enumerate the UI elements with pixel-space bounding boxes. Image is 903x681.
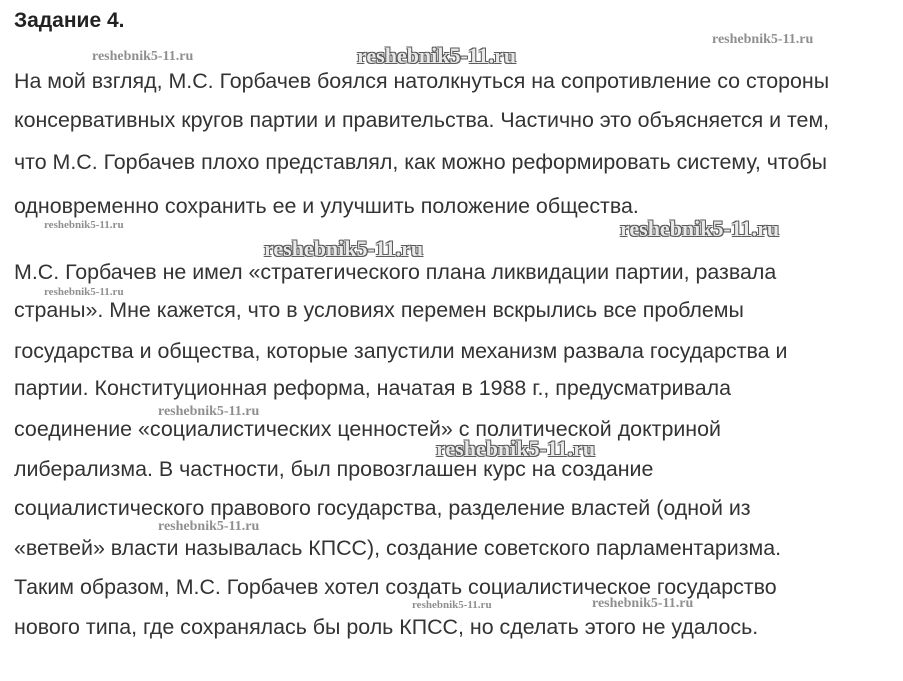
text-line: социалистического правового государства, разделение властей (одной из bbox=[14, 496, 751, 520]
text-line: страны». Мне кажется, что в условиях перемен вскрылись все проблемы bbox=[14, 298, 744, 322]
watermark: reshebnik5-11.ru bbox=[158, 404, 260, 419]
watermark: reshebnik5-11.ru bbox=[264, 236, 424, 261]
watermark: reshebnik5-11.ru bbox=[436, 436, 596, 461]
watermark: reshebnik5-11.ru bbox=[92, 49, 194, 64]
watermark: reshebnik5-11.ru bbox=[44, 286, 124, 298]
text-line: На мой взгляд, М.С. Горбачев боялся натолкнуться на сопротивление со стороны bbox=[14, 69, 830, 93]
watermark: reshebnik5-11.ru bbox=[592, 596, 694, 611]
task-heading: Задание 4. bbox=[14, 9, 125, 32]
watermark: reshebnik5-11.ru bbox=[412, 599, 492, 611]
text-line: М.С. Горбачев не имел «стратегического плана ликвидации партии, развала bbox=[14, 260, 777, 284]
watermark: reshebnik5-11.ru bbox=[712, 32, 814, 47]
watermark: reshebnik5-11.ru bbox=[357, 43, 517, 68]
watermark: reshebnik5-11.ru bbox=[620, 216, 780, 241]
watermark: reshebnik5-11.ru bbox=[44, 219, 124, 231]
text-line: партии. Конституционная реформа, начатая в 1988 г., предусматривала bbox=[14, 376, 732, 400]
text-line: государства и общества, которые запустили механизм развала государства и bbox=[14, 339, 788, 363]
watermark: reshebnik5-11.ru bbox=[158, 519, 260, 534]
text-line: либерализма. В частности, был провозглашен курс на создание bbox=[14, 457, 654, 481]
text-line: нового типа, где сохранялась бы роль КПСС, но сделать этого не удалось. bbox=[14, 615, 759, 639]
text-line: что М.С. Горбачев плохо представлял, как можно реформировать систему, чтобы bbox=[14, 150, 828, 174]
text-line: консервативных кругов партии и правительства. Частично это объясняется и тем, bbox=[14, 108, 830, 132]
text-line: соединение «социалистических ценностей» с политической доктриной bbox=[14, 417, 721, 441]
text-line: одновременно сохранить ее и улучшить положение общества. bbox=[14, 194, 639, 218]
text-line: «ветвей» власти называлась КПСС), создание советского парламентаризма. bbox=[14, 536, 782, 560]
text-line: Таким образом, М.С. Горбачев хотел создать социалистическое государство bbox=[14, 575, 777, 599]
